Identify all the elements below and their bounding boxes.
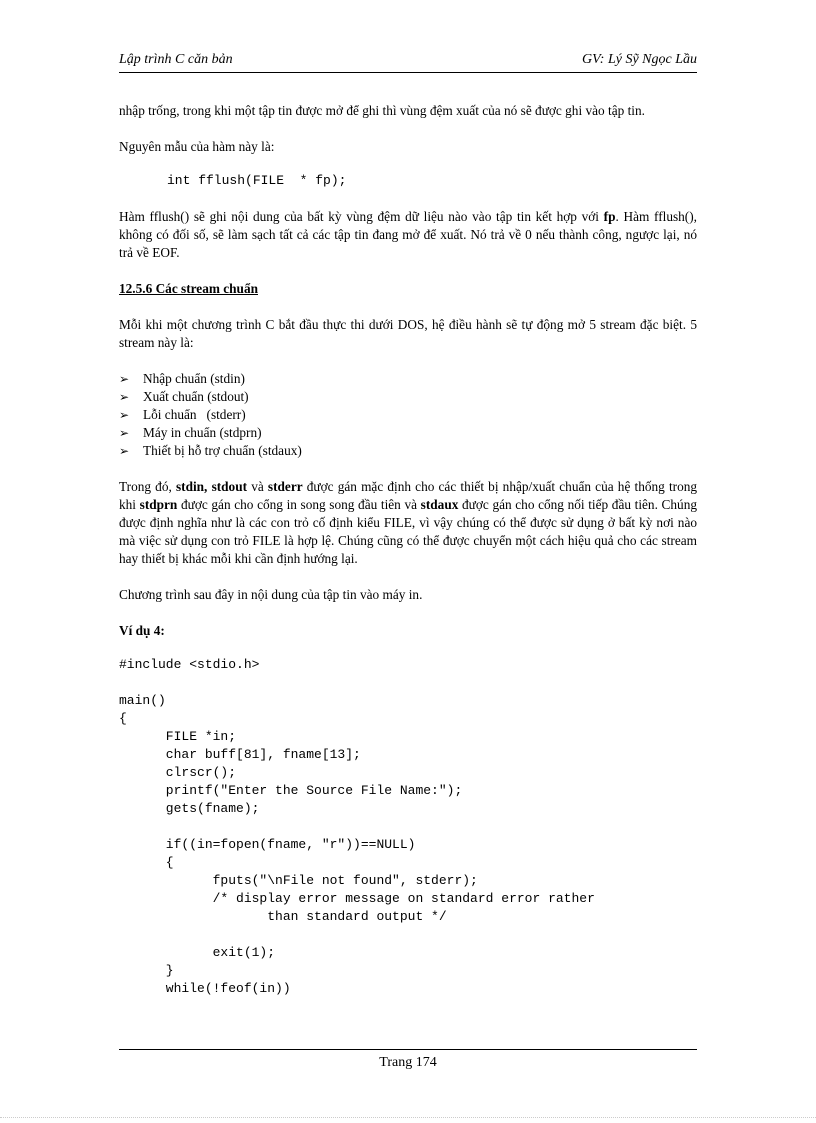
list-item: ➢ Thiết bị hỗ trợ chuẩn (stdaux): [119, 443, 302, 458]
arrow-bullet-icon: ➢: [119, 444, 130, 458]
list-item: ➢ Xuất chuẩn (stdout): [119, 389, 249, 404]
list-item: ➢ Lỗi chuẩn (stderr): [119, 407, 246, 422]
page-edge-divider: [0, 1117, 816, 1118]
section-heading: 12.5.6 Các stream chuẩn: [119, 281, 258, 296]
example-label: Ví dụ 4:: [119, 623, 165, 638]
page-number: Trang 174: [379, 1055, 437, 1070]
example-code: #include <stdio.h> main() { FILE *in; char buff[81], fname[13]; clrscr(); printf("Enter the Source File Name:"); gets(fname); if((in=fopen(fname, "r"))==NULL) { fputs("\nFile not found", stderr); /* display error message on standard error rather than standard output */ exit(1); } while(!feof(in)): [119, 657, 595, 996]
arrow-bullet-icon: ➢: [119, 408, 130, 422]
arrow-bullet-icon: ➢: [119, 426, 130, 440]
arrow-bullet-icon: ➢: [119, 390, 130, 404]
paragraph-program-intro: Chương trình sau đây in nội dung của tập tin vào máy in.: [119, 587, 423, 602]
paragraph-streams-intro: Mỗi khi một chương trình C bắt đầu thực thi dưới DOS, hệ điều hành sẽ tự động mở 5 stream đặc biệt. 5 stream này là:: [119, 317, 697, 350]
header-course-title: Lập trình C căn bản: [119, 52, 233, 67]
list-item: ➢ Máy in chuẩn (stdprn): [119, 425, 262, 440]
paragraph-standard-streams: Trong đó, stdin, stdout và stderr được gán mặc định cho các thiết bị nhập/xuất chuẩn của hệ thống trong khi stdprn được gán cho cổng in song song đầu tiên và stdaux được gán cho cổng nối tiếp đầu tiên. Chúng được định nghĩa như là các con trỏ cố định kiểu FILE, vì vậy chúng có thể được sử dụng ở bất kỳ nơi nào mà việc sử dụng con trỏ FILE là hợp lệ. Chúng cũng có thể được chuyển một cách hiệu quả cho các stream hay thiết bị khác mỗi khi cần định hướng lại.: [119, 479, 698, 566]
paragraph-fflush-description: Hàm fflush() sẽ ghi nội dung của bất kỳ vùng đệm dữ liệu nào vào tập tin kết hợp với fp. Hàm fflush(), không có đối số, sẽ làm sạch tất cả các tập tin đang mở để xuất. Nó trả về 0 nếu thành công, ngược lại, nó trả về EOF.: [119, 209, 697, 260]
prototype-code: int fflush(FILE * fp);: [167, 173, 347, 188]
page-header: [119, 52, 697, 73]
list-item: ➢ Nhập chuẩn (stdin): [119, 371, 245, 386]
fp-term: fp: [603, 209, 616, 224]
paragraph-flush-intro: nhập trống, trong khi một tập tin được mở để ghi thì vùng đệm xuất của nó sẽ được ghi vào tập tin.: [119, 103, 645, 118]
page-footer: [119, 1049, 697, 1071]
paragraph-prototype-intro: Nguyên mẫu của hàm này là:: [119, 139, 275, 154]
page-content: [119, 102, 697, 998]
header-instructor: GV: Lý Sỹ Ngọc Lầu: [582, 52, 697, 67]
arrow-bullet-icon: ➢: [119, 372, 130, 386]
stream-list: [119, 370, 697, 460]
